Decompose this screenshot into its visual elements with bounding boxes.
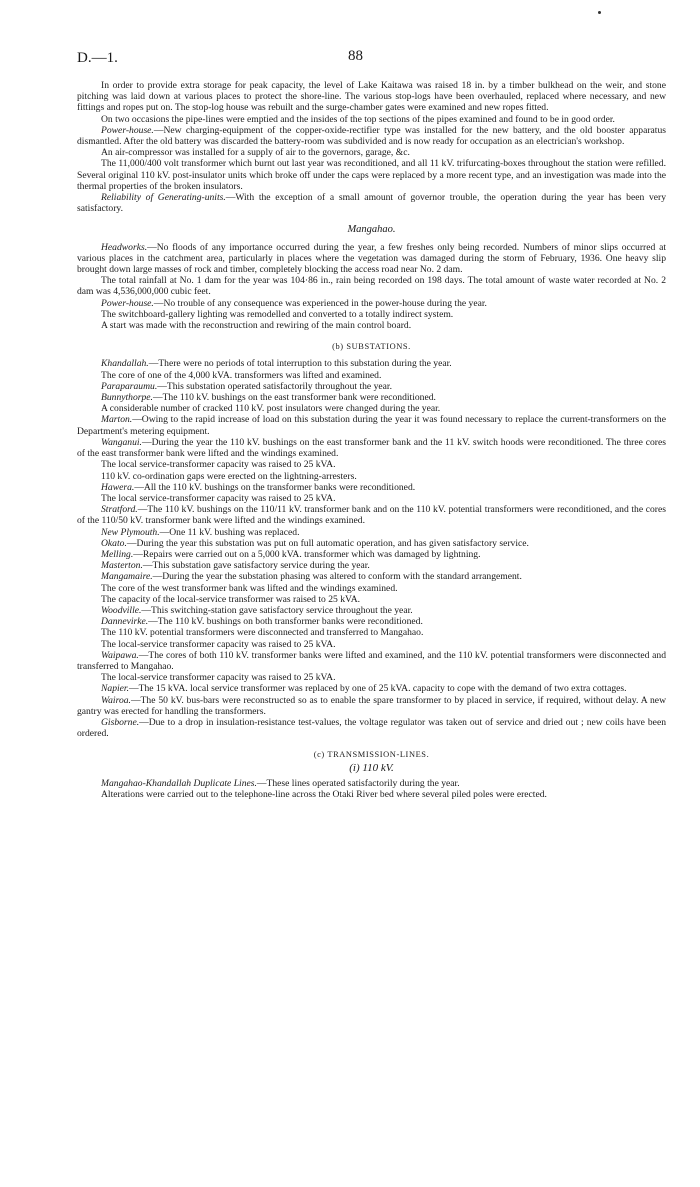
paragraph: A start was made with the reconstruction and rewiring of the main control board. [101, 320, 412, 332]
run-in-heading: Hawera. [101, 481, 135, 493]
paragraph: Reliability of Generating-units.—With the exception of a small amount of governor trouble, the operation during the year has been very satisfactory. [77, 192, 667, 215]
paragraph: Mangahao-Khandallah Duplicate Lines.—These lines operated satisfactorily during the year. [101, 777, 460, 789]
run-in-heading: Khandallah. [101, 358, 149, 370]
subsection-heading-110kv: (i) 110 kV. [349, 761, 394, 774]
substation-paragraph: Wanganui.—During the year the 110 kV. bushings on the east transformer bank and the 11 kV. switch hoods were reconditioned. The three cores of the east transformer bank were lifted and the windings examined. [77, 436, 666, 460]
section-code: D.—1. [77, 50, 118, 66]
paragraph: The total rainfall at No. 1 dam for the year was 104·86 in., rain being recorded on 198 days. The total amount of waste water recorded at No. 2 dam was 4,536,000,000 cubic feet. [77, 275, 666, 298]
run-in-heading: Melling. [101, 548, 134, 560]
substation-paragraph: Khandallah.—There were no periods of total interruption to this substation during the year. [101, 358, 452, 370]
substation-paragraph: Gisborne.—Due to a drop in insulation-resistance test-values, the voltage regulator was taken out of service and dried out ; new coils have been ordered. [77, 716, 666, 740]
substation-paragraph: The local service-transformer capacity was raised to 25 kVA. [101, 459, 336, 471]
substation-paragraph: Stratford.—The 110 kV. bushings on the 110/11 kV. transformer bank and on the 110 kV. potential transformers were reconditioned, and the cores of the 110/50 kV. transformer bank were lifted and the windings examined. [77, 504, 666, 527]
run-in-heading: Gisborne. [101, 716, 140, 728]
substation-paragraph: 110 kV. co-ordination gaps were erected on the lightning-arresters. [101, 470, 357, 482]
substation-paragraph: Dannevirke.—The 110 kV. bushings on both transformer banks were reconditioned. [101, 616, 423, 628]
run-in-heading: Dannevirke. [101, 616, 149, 628]
run-in-heading: Reliability of Generating-units. [101, 192, 226, 204]
paragraph: On two occasions the pipe-lines were emptied and the insides of the top sections of the pipes examined and found to be in good order. [101, 113, 615, 125]
run-in-heading: Paraparaumu. [101, 380, 158, 392]
substation-paragraph: New Plymouth.—One 11 kV. bushing was replaced. [101, 526, 300, 538]
substation-paragraph: Mangamaire.—During the year the substation phasing was altered to conform with the standard arrangement. [101, 571, 522, 583]
run-in-heading: Napier. [101, 683, 129, 695]
substation-paragraph: Wairoa.—The 50 kV. bus-bars were reconstructed so as to enable the spare transformer to by placed in service, if required, without delay. A new gantry was erected for handling the transformers. [77, 694, 666, 717]
substation-paragraph: Bunnythorpe.—The 110 kV. bushings on the east transformer bank were reconditioned. [101, 392, 436, 404]
paragraph: Power-house.—No trouble of any consequence was experienced in the power-house during the year. [101, 297, 487, 309]
substation-paragraph: Okato.—During the year this substation was put on full automatic operation, and has given satisfactory service. [101, 537, 529, 549]
section-heading-mangahao: Mangahao. [347, 224, 396, 236]
run-in-heading: Mangahao-Khandallah Duplicate Lines. [101, 777, 257, 789]
substation-paragraph: A considerable number of cracked 110 kV. post insulators were changed during the year. [101, 403, 441, 415]
run-in-heading: Waipawa. [101, 649, 139, 661]
section-heading-substations: (b) SUBSTATIONS. [332, 342, 411, 352]
substation-paragraph: The local-service transformer capacity was raised to 25 kVA. [101, 638, 336, 650]
paragraph: Power-house.—New charging-equipment of the copper-oxide-rectifier type was installed for the new battery, and the old booster apparatus dismantled. After the old battery was discarded the battery-room was subdivided and is now ready for occupation as an electrician's workshop. [77, 124, 666, 148]
run-in-heading: Okato. [101, 537, 127, 549]
paragraph: In order to provide extra storage for peak capacity, the level of Lake Kaitawa was raised 18 in. by a timber bulkhead on the weir, and stone pitching was laid down at various places to protect the shore-line. The various stop-logs have been overhauled, replaced where necessary, and new fittings and ropes put on. The stop-log house was rebuilt and the surge-chamber gates were examined and new ropes fitted. [77, 80, 666, 114]
substation-paragraph: Masterton.—This substation gave satisfactory service during the year. [101, 560, 370, 572]
run-in-heading: Mangamaire. [101, 571, 153, 583]
run-in-heading: Woodville. [101, 604, 142, 616]
substation-paragraph: The 110 kV. potential transformers were disconnected and transferred to Mangahao. [101, 627, 424, 639]
run-in-heading: Headworks. [101, 241, 148, 253]
run-in-heading: Wanganui. [101, 436, 142, 448]
substation-list [77, 358, 666, 739]
run-in-heading: Bunnythorpe. [101, 392, 153, 404]
page-number: 88 [348, 48, 363, 64]
paragraph: The switchboard-gallery lighting was remodelled and converted to a totally indirect system. [101, 308, 454, 320]
substation-paragraph: Paraparaumu.—This substation operated satisfactorily throughout the year. [101, 380, 392, 392]
substation-paragraph: The core of the west transformer bank was lifted and the windings examined. [101, 582, 398, 594]
paragraph: Headworks.—No floods of any importance occurred during the year, a few freshes only being recorded. Numbers of minor slips occurred at various places in the catchment area, particularly in places where the vegetation was damaged during the storm of February, 1936. One heavy slip brought down large masses of rock and timber, completely blocking the access road near No. 2 dam. [77, 241, 666, 276]
body-text [77, 80, 666, 800]
run-in-heading: Stratford. [101, 504, 138, 516]
run-in-heading: Marton. [101, 414, 133, 426]
substation-paragraph: Woodville.—This switching-station gave satisfactory service throughout the year. [101, 604, 413, 616]
substation-paragraph: The local service-transformer capacity was raised to 25 kVA. [101, 492, 336, 504]
substation-paragraph: Waipawa.—The cores of both 110 kV. transformer banks were lifted and examined, and the 110 kV. potential transformers were disconnected and transferred to Mangahao. [77, 649, 666, 672]
section-heading-transmission: (c) TRANSMISSION-LINES. [313, 750, 430, 760]
page-speck [598, 11, 601, 14]
substation-paragraph: Hawera.—All the 110 kV. bushings on the transformer banks were reconditioned. [101, 481, 416, 493]
substation-paragraph: The capacity of the local-service transformer was raised to 25 kVA. [101, 593, 361, 605]
run-in-heading: Power-house. [101, 124, 154, 136]
run-in-heading: Masterton. [101, 560, 143, 572]
substation-paragraph: Marton.—Owing to the rapid increase of load on this substation during the year it was found necessary to replace the current-transformers on the Department's metering equipment. [77, 414, 666, 437]
run-in-heading: Wairoa. [101, 694, 131, 706]
substation-paragraph: Melling.—Repairs were carried out on a 5,000 kVA. transformer which was damaged by lightning. [101, 548, 481, 560]
paragraph: The 11,000/400 volt transformer which burnt out last year was reconditioned, and all 11 kV. trifurcating-boxes throughout the station were refilled. Several original 110 kV. post-insulator units which broke off under the caps were replaced by a more recent type, and an investigation was made into the thermal properties of the broken insulators. [77, 158, 666, 192]
run-in-heading: Power-house. [101, 297, 154, 309]
paragraph: Alterations were carried out to the telephone-line across the Otaki River bed where several piled poles were erected. [101, 788, 547, 800]
run-in-heading: New Plymouth. [101, 526, 160, 538]
substation-paragraph: The core of one of the 4,000 kVA. transformers was lifted and examined. [101, 369, 382, 381]
substation-paragraph: The local-service transformer capacity was raised to 25 kVA. [101, 672, 336, 684]
substation-paragraph: Napier.—The 15 kVA. local service transformer was replaced by one of 25 kVA. capacity to cope with the demand of two extra cottages. [101, 683, 627, 695]
paragraph: An air-compressor was installed for a supply of air to the governors, garage, &c. [101, 147, 410, 159]
